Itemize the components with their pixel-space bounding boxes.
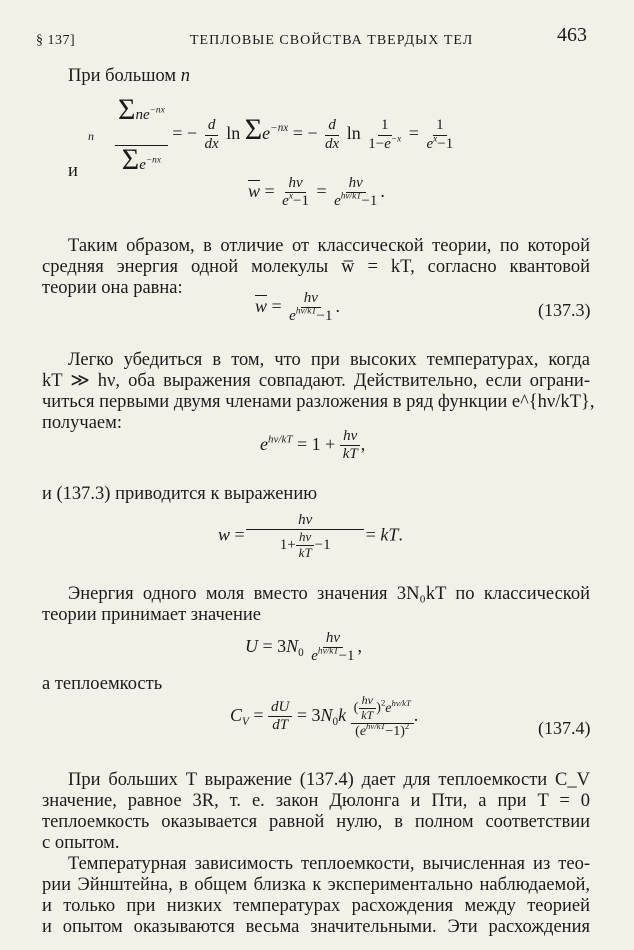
page-number: 463: [557, 24, 587, 46]
equation-label-137-3: (137.3): [538, 300, 591, 320]
paragraph-reduces-to: и (137.3) приводится к выражению: [42, 484, 318, 504]
equation-sum-ratio: Σne$^{-nx}$ n $\Sigma e^{-nx}$ = − $\frac{d}{dx}$ $\ln \Sigma e^{-nx}$ = − $\frac{d}{dx}$ ln $\frac{1}{1-e^{-x}}$ = $\frac{1}{e^x-1}$: [88, 93, 454, 176]
equation-expansion: $e^{h\nu/kT} = 1$ + $\frac{h\nu}{kT}$ ,: [260, 428, 366, 463]
intro-line: [68, 66, 190, 87]
section-marker: § 137]: [36, 33, 76, 48]
paragraph-heat-capacity: а теплоемкость: [42, 674, 163, 694]
equation-mean-energy: $\overline{w}$ = $\frac{h\nu}{e^x-1}$ = $\frac{h\nu}{e^{h\nu/kT}-1}$ .: [248, 175, 385, 210]
intro-text: При большом: [68, 66, 177, 86]
intro-variable: n: [180, 66, 190, 86]
running-title: ТЕПЛОВЫЕ СВОЙСТВА ТВЕРДЫХ ТЕЛ: [190, 33, 474, 48]
paragraph-high-temperature: Легко убедиться в том, что при высоких температурах, когда kT ≫ hν, оба выражения совпадают. Действительно, если ограни- читься первыми двумя членами разложения в ряд функции e^{hν/kT}, получаем:: [42, 350, 595, 433]
paragraph-classical-vs-quantum: Таким образом, в отличие от классической теории, по которой средняя энергия одной молекулы w̅ = kT, согласно квантовой теории она равна:: [42, 236, 590, 298]
equation-137-4: $C_V$ = $\frac{dU}{dT}$ = $3N_0k$ ( $\frac{h\nu}{kT}$ )$^2e^{h\nu/kT}$ $(e^{h\nu/kT}-1)^2$ .: [230, 693, 419, 739]
equation-molar-energy: $U = 3N_0$ $\frac{h\nu}{e^{h\nu/kT}-1}$ ,: [245, 630, 363, 665]
paragraph-einstein-theory: Температурная зависимость теплоемкости, вычисленная из тео- рии Эйнштейна, в общем близка к экспериментально наблюдаемой, и только при низких температурах расхождения между теорией и опытом оказываются весьма значительными. Эти расхождения: [42, 854, 590, 937]
equation-label-137-4: (137.4): [538, 718, 591, 738]
equation-137-3: $\overline{w}$ = $\frac{h\nu}{e^{h\nu/kT}-1}$ .: [255, 290, 340, 325]
paragraph-dulong-petit: При больших T выражение (137.4) дает для теплоемкости C_V значение, равное 3R, т. е. закон Дюлонга и Пти, а при T = 0 теплоемкость оказывается равной нулю, в полном соответствии с опытом.: [42, 770, 590, 853]
and-word: и: [68, 161, 78, 181]
equation-classical-limit: w = hν 1+ $\frac{h\nu}{kT}$ −1 = kT.: [218, 512, 403, 561]
paragraph-molar-energy: Энергия одного моля вместо значения 3N₀kT по классической теории принимает значение: [42, 584, 590, 625]
sum-ratio-fraction: Σne$^{-nx}$ n $\Sigma e^{-nx}$: [115, 96, 168, 174]
